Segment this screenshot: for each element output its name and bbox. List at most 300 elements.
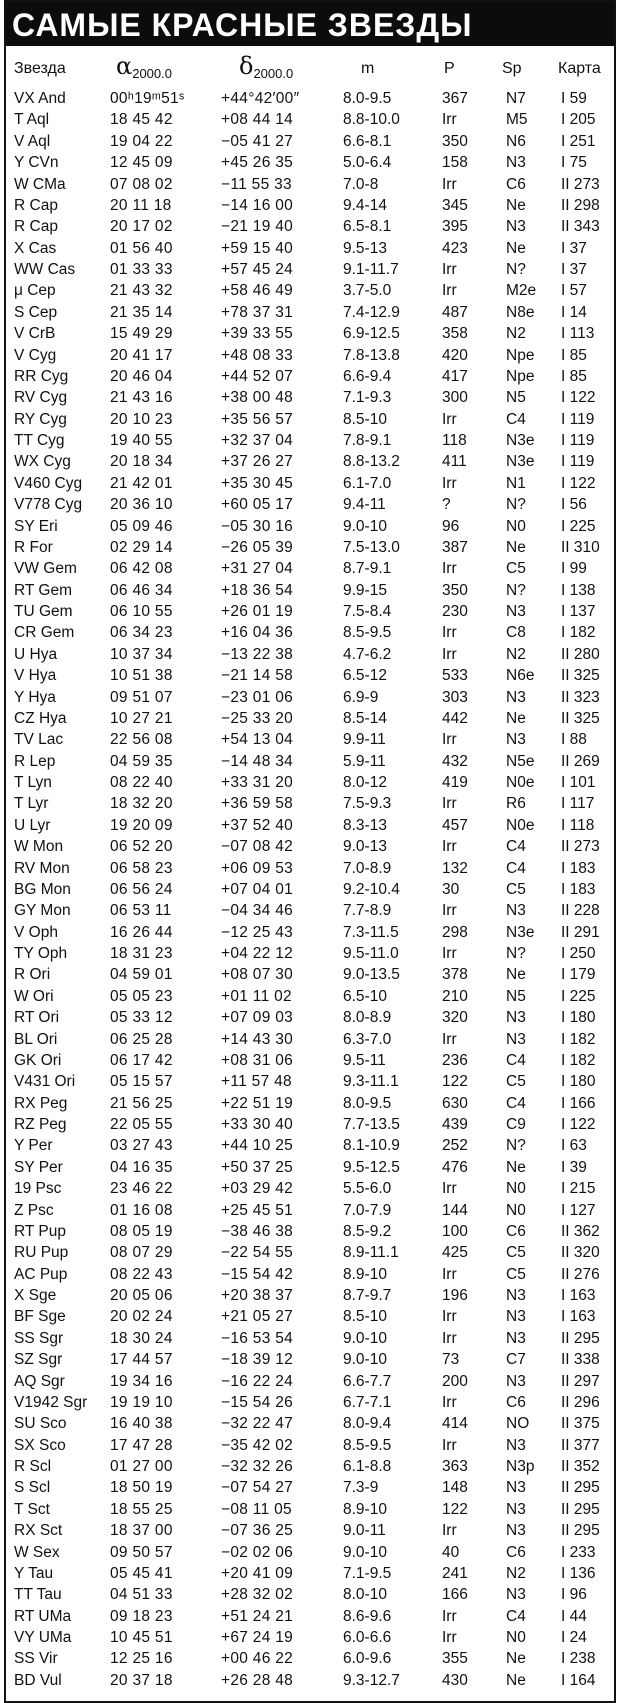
magnitude-cell: 8.0-9.4 [343,1415,392,1433]
chart-ref-cell: I 122 [561,474,596,492]
table-row [6,1328,614,1349]
spectrum-cell: C4 [506,1051,526,1069]
declination-cell: +78 37 31 [221,303,294,321]
right-ascension-cell: 19 04 22 [110,132,173,150]
table-row [6,1627,614,1648]
star-name-cell: RY Cyg [14,410,67,428]
magnitude-cell: 6.3-7.0 [343,1030,392,1048]
spectrum-cell: C9 [506,1116,526,1133]
spectrum-cell: N0 [506,1629,526,1646]
chart-ref-cell: I 233 [561,1543,596,1561]
declination-cell: +11 57 48 [221,1073,292,1091]
period-cell: Irr [442,1329,457,1347]
table-row [6,537,614,558]
magnitude-cell: 7.4-12.9 [343,303,400,321]
spectrum-cell: Ne [506,538,526,556]
spectrum-cell: N3 [506,902,526,920]
table-row [6,1135,614,1156]
spectrum-cell: Ne [506,1671,526,1689]
period-cell: 196 [442,1287,468,1304]
period-cell: 358 [442,325,468,343]
spectrum-cell: N? [506,945,526,962]
period-cell: 158 [442,154,468,172]
table-row [6,88,614,109]
chart-ref-cell: I 215 [561,1180,596,1198]
period-cell: 533 [442,667,468,685]
chart-ref-cell: I 101 [561,774,596,791]
right-ascension-cell: 08 05 19 [110,1222,173,1240]
star-name-cell: SX Sco [14,1436,66,1454]
spectrum-cell: C4 [506,838,526,856]
chart-ref-cell: II 296 [561,1393,600,1411]
chart-ref-cell: II 377 [561,1436,600,1454]
period-cell: Irr [442,731,457,749]
right-ascension-cell: 23 46 22 [110,1180,173,1198]
table-row [6,216,614,237]
spectrum-cell: N? [506,581,526,599]
declination-cell: −08 11 05 [221,1500,292,1518]
star-name-cell: SS Vir [14,1650,58,1668]
star-name-cell: RR Cyg [14,367,69,385]
magnitude-cell: 6.6-9.4 [343,367,392,385]
star-name-cell: RV Mon [14,859,70,877]
period-cell: 298 [442,923,468,941]
spectrum-cell: C8 [506,624,526,642]
right-ascension-cell: 21 56 25 [110,1094,173,1112]
table-row [6,622,614,643]
chart-ref-cell: I 24 [561,1629,587,1646]
right-ascension-cell: 02 29 14 [110,538,173,556]
spectrum-cell: N2 [506,325,526,343]
declination-cell: +14 43 30 [221,1030,294,1048]
star-name-cell: 19 Psc [14,1180,62,1198]
period-cell: 457 [442,816,468,834]
star-name-cell: Z Psc [14,1201,54,1219]
spectrum-cell: Ne [506,1158,526,1176]
magnitude-cell: 6.6-8.1 [343,132,392,150]
star-name-cell: BD Vul [14,1671,62,1689]
spectrum-cell: N3 [506,1329,526,1347]
magnitude-cell: 7.0-8 [343,175,379,193]
magnitude-cell: 8.5-9.5 [343,1436,392,1454]
chart-ref-cell: I 180 [561,1009,596,1027]
declination-cell: −12 25 43 [221,923,294,941]
star-name-cell: V778 Cyg [14,496,83,514]
magnitude-cell: 8.1-10.9 [343,1137,400,1155]
magnitude-cell: 4.7-6.2 [343,645,392,663]
spectrum-cell: N3 [506,1479,526,1497]
header-star: Звезда [14,60,66,77]
header-magnitude: m [361,60,375,77]
period-cell: 73 [442,1351,460,1369]
period-cell: Irr [442,1265,457,1283]
star-name-cell: V Cyg [14,346,57,364]
period-cell: Irr [442,1436,457,1454]
magnitude-cell: 9.0-10 [343,1351,387,1369]
right-ascension-cell: 09 50 57 [110,1543,173,1561]
period-cell: 487 [442,303,468,321]
chart-ref-cell: I 88 [561,731,587,749]
star-name-cell: R Cap [14,218,58,236]
magnitude-cell: 7.0-8.9 [343,859,392,877]
chart-ref-cell: II 276 [561,1265,600,1283]
chart-ref-cell: I 56 [561,496,587,514]
period-cell: 345 [442,196,468,214]
right-ascension-cell: 01 27 00 [110,1458,173,1475]
period-cell: 630 [442,1094,468,1112]
magnitude-cell: 9.2-10.4 [343,880,400,898]
right-ascension-cell: 10 45 51 [110,1629,173,1646]
magnitude-cell: 6.5-8.1 [343,218,392,236]
star-name-cell: TT Tau [14,1586,62,1604]
magnitude-cell: 7.8-9.1 [343,432,392,449]
star-name-cell: V Aql [14,132,51,150]
declination-cell: +01 11 02 [221,987,292,1005]
period-cell: 210 [442,987,468,1005]
period-cell: Irr [442,795,457,813]
right-ascension-cell: 08 22 40 [110,774,173,791]
right-ascension-cell: 15 49 29 [110,325,173,343]
chart-ref-cell: II 295 [561,1329,600,1347]
period-cell: 132 [442,859,468,877]
period-cell: Irr [442,624,457,642]
star-name-cell: BL Ori [14,1030,58,1048]
period-cell: 252 [442,1137,468,1155]
magnitude-cell: 9.9-11 [343,731,386,749]
right-ascension-cell: 06 42 08 [110,560,173,578]
delta-symbol: δ [239,52,254,80]
declination-cell: −22 54 55 [221,1244,294,1262]
chart-ref-cell: II 298 [561,196,600,214]
star-name-cell: WW Cas [14,261,76,278]
alpha-epoch: 2000.0 [132,66,172,82]
declination-cell: +07 09 03 [221,1009,294,1027]
spectrum-cell: C4 [506,859,526,877]
chart-ref-cell: I 225 [561,517,596,535]
period-cell: 367 [442,90,468,107]
declination-cell: +25 45 51 [221,1201,294,1219]
declination-cell: +50 37 25 [221,1158,294,1176]
spectrum-cell: C6 [506,175,526,193]
magnitude-cell: 8.5-10 [343,1308,387,1326]
table-row [6,345,614,366]
table-row [6,409,614,430]
chart-ref-cell: I 44 [561,1607,587,1625]
magnitude-cell: 8.8-10.0 [343,111,400,129]
chart-ref-cell: II 280 [561,645,600,663]
right-ascension-cell: 20 37 18 [110,1671,173,1689]
period-cell: Irr [442,1180,457,1198]
chart-ref-cell: I 138 [561,581,596,599]
chart-ref-cell: II 352 [561,1458,600,1475]
star-name-cell: V460 Cyg [14,474,83,492]
spectrum-cell: C5 [506,560,526,578]
spectrum-cell: N3 [506,1030,526,1048]
period-cell: 40 [442,1543,460,1561]
table-row [6,1114,614,1135]
magnitude-cell: 8.9-11.1 [343,1244,399,1262]
table-row [6,174,614,195]
magnitude-cell: 9.5-11 [343,1051,386,1069]
chart-ref-cell: I 85 [561,367,587,385]
spectrum-cell: N2 [506,1564,526,1582]
magnitude-cell: 9.9-15 [343,581,387,599]
magnitude-cell: 7.3-9 [343,1479,379,1497]
spectrum-cell: N3 [506,154,526,172]
declination-cell: −14 48 34 [221,752,294,770]
period-cell: 30 [442,880,460,898]
right-ascension-cell: 22 56 08 [110,731,173,749]
spectrum-cell: Ne [506,966,526,984]
declination-cell: +33 30 40 [221,1116,294,1133]
right-ascension-cell: 18 30 24 [110,1329,173,1347]
right-ascension-cell: 20 17 02 [110,218,173,236]
period-cell: Irr [442,282,457,300]
chart-ref-cell: II 310 [561,538,600,556]
magnitude-cell: 9.4-11 [343,496,386,514]
chart-ref-cell: II 323 [561,688,600,706]
declination-cell: +39 33 55 [221,325,294,343]
table-row [6,1306,614,1327]
right-ascension-cell: 20 02 24 [110,1308,173,1326]
magnitude-cell: 6.9-9 [343,688,379,706]
period-cell: 100 [442,1222,468,1240]
magnitude-cell: 9.3-11.1 [343,1073,399,1091]
period-cell: 439 [442,1116,468,1133]
chart-ref-cell: II 297 [561,1372,600,1390]
spectrum-cell: M5 [506,111,528,129]
chart-ref-cell: II 228 [561,902,600,920]
spectrum-cell: C4 [506,1094,526,1112]
declination-cell: +26 28 48 [221,1671,294,1689]
period-cell: Irr [442,261,457,278]
right-ascension-cell: 04 59 01 [110,966,173,984]
period-cell: 395 [442,218,468,236]
right-ascension-cell: 01 16 08 [110,1201,173,1219]
right-ascension-cell: 21 42 01 [110,474,173,492]
right-ascension-cell: 01 33 33 [110,261,173,278]
right-ascension-cell: 20 05 06 [110,1287,173,1304]
magnitude-cell: 6.0-6.6 [343,1629,392,1646]
magnitude-cell: 8.0-10 [343,1586,387,1604]
spectrum-cell: N0 [506,1201,526,1219]
star-name-cell: BF Sge [14,1308,66,1326]
star-name-cell: SY Eri [14,517,58,535]
alpha-symbol: α [116,52,133,80]
table-row [6,280,614,301]
magnitude-cell: 8.7-9.7 [343,1287,392,1304]
spectrum-cell: N3e [506,453,535,471]
spectrum-cell: C4 [506,1607,526,1625]
magnitude-cell: 9.0-13.5 [343,966,400,984]
star-name-cell: T Lyr [14,795,49,813]
magnitude-cell: 9.0-11 [343,1522,386,1540]
star-name-cell: GK Ori [14,1051,62,1069]
star-name-cell: SZ Sgr [14,1351,63,1369]
period-cell: 320 [442,1009,468,1027]
right-ascension-cell: 21 35 14 [110,303,173,321]
right-ascension-cell: 20 46 04 [110,367,173,385]
declination-cell: +07 04 01 [221,880,294,898]
declination-cell: −35 42 02 [221,1436,294,1454]
table-row [6,836,614,857]
spectrum-cell: N3 [506,1522,526,1540]
table-row [6,687,614,708]
star-name-cell: TT Cyg [14,432,65,449]
table-row [6,1606,614,1627]
right-ascension-cell: 01 56 40 [110,239,173,257]
magnitude-cell: 5.5-6.0 [343,1180,392,1198]
period-cell: 166 [442,1586,468,1604]
spectrum-cell: N5 [506,987,526,1005]
star-name-cell: TV Lac [14,731,64,749]
chart-ref-cell: I 39 [561,1158,587,1176]
declination-cell: +21 05 27 [221,1308,294,1326]
table-row [6,1520,614,1541]
table-row [6,601,614,622]
magnitude-cell: 8.9-10 [343,1500,387,1518]
magnitude-cell: 8.6-9.6 [343,1607,392,1625]
declination-cell: +22 51 19 [221,1094,294,1112]
spectrum-cell: C5 [506,1265,526,1283]
star-name-cell: GY Mon [14,902,71,920]
right-ascension-cell: 05 15 57 [110,1073,173,1091]
right-ascension-cell: 18 37 00 [110,1522,173,1540]
magnitude-cell: 7.1-9.3 [343,389,392,407]
chart-ref-cell: I 59 [561,90,587,107]
table-row [6,238,614,259]
chart-ref-cell: I 164 [561,1671,596,1689]
star-name-cell: U Lyr [14,816,51,834]
spectrum-cell: N? [506,496,526,514]
right-ascension-cell: 17 44 57 [110,1351,173,1369]
table-row [6,986,614,1007]
period-cell: 419 [442,774,468,791]
declination-cell: +20 38 37 [221,1287,294,1304]
declination-cell: +58 46 49 [221,282,294,300]
right-ascension-cell: 06 53 11 [110,902,172,920]
declination-cell: −38 46 38 [221,1222,294,1240]
spectrum-cell: M2e [506,282,537,300]
table-row [6,1242,614,1263]
declination-cell: +16 04 36 [221,624,294,642]
star-name-cell: V431 Ori [14,1073,76,1091]
star-name-cell: S Cep [14,303,58,321]
magnitude-cell: 6.6-7.7 [343,1372,392,1390]
star-name-cell: X Cas [14,239,57,257]
delta-epoch: 2000.0 [253,66,294,82]
declination-cell: +37 52 40 [221,816,294,834]
magnitude-cell: 8.3-13 [343,816,387,834]
spectrum-cell: N0e [506,774,535,791]
declination-cell: −07 36 25 [221,1522,294,1540]
period-cell: 350 [442,581,468,599]
declination-cell: −23 01 06 [221,688,294,706]
star-name-cell: R For [14,538,53,556]
spectrum-cell: N3 [506,1287,526,1304]
declination-cell: −32 22 47 [221,1415,294,1433]
period-cell: 414 [442,1415,468,1433]
spectrum-cell: N3p [506,1458,535,1475]
right-ascension-cell: 18 55 25 [110,1500,173,1518]
chart-ref-cell: I 179 [561,966,596,984]
spectrum-cell: N2 [506,645,526,663]
right-ascension-cell: 08 22 43 [110,1265,173,1283]
table-row [6,558,614,579]
declination-cell: −11 55 33 [221,175,292,193]
chart-ref-cell: I 180 [561,1073,596,1091]
spectrum-cell: N3 [506,1308,526,1326]
spectrum-cell: N8e [506,303,535,321]
right-ascension-cell: 06 10 55 [110,603,173,620]
period-cell: Irr [442,1629,457,1646]
table-row [6,1584,614,1605]
star-name-cell: Y Per [14,1137,53,1155]
spectrum-cell: N3 [506,1436,526,1454]
chart-ref-cell: I 85 [561,346,587,364]
chart-ref-cell: II 269 [561,752,600,770]
page-title: САМЫЕ КРАСНЫЕ ЗВЕЗДЫ [6,2,614,46]
declination-cell: +08 31 06 [221,1051,294,1069]
period-cell: 417 [442,367,468,385]
chart-ref-cell: II 320 [561,1244,600,1262]
table-row [6,729,614,750]
spectrum-cell: N3 [506,1586,526,1604]
magnitude-cell: 9.5-13 [343,239,387,257]
magnitude-cell: 8.5-9.2 [343,1222,392,1240]
declination-cell: −16 22 24 [221,1372,294,1390]
right-ascension-cell: 06 52 20 [110,838,173,856]
period-cell: Irr [442,1522,457,1540]
table-row [6,109,614,130]
magnitude-cell: 8.5-14 [343,709,387,727]
spectrum-cell: Ne [506,1650,526,1668]
spectrum-cell: N3e [506,923,535,941]
spectrum-cell: C5 [506,1244,526,1262]
chart-ref-cell: I 14 [561,303,587,321]
declination-cell: +51 24 21 [221,1607,294,1625]
magnitude-cell: 8.0-12 [343,774,387,791]
declination-cell: +67 24 19 [221,1629,294,1646]
table-row [6,922,614,943]
right-ascension-cell: 20 11 18 [110,196,172,214]
table-row [6,1178,614,1199]
star-name-cell: AC Pup [14,1265,68,1283]
declination-cell: −07 08 42 [221,838,294,856]
declination-cell: +04 22 12 [221,945,294,962]
star-name-cell: CZ Hya [14,709,67,727]
right-ascension-cell: 06 17 42 [110,1051,173,1069]
table-row [6,1413,614,1434]
star-name-cell: RZ Peg [14,1116,67,1133]
table-row [6,387,614,408]
magnitude-cell: 9.1-11.7 [343,261,399,278]
declination-cell: +35 56 57 [221,410,294,428]
star-name-cell: WX Cyg [14,453,71,471]
declination-cell: −32 32 26 [221,1458,294,1475]
spectrum-cell: C6 [506,1393,526,1411]
declination-cell: +20 41 09 [221,1564,294,1582]
chart-ref-cell: I 122 [561,389,596,407]
period-cell: Irr [442,1030,457,1048]
header-spectrum: Sp [502,60,522,77]
star-table-page [4,0,616,1703]
declination-cell: +03 29 42 [221,1180,294,1198]
star-name-cell: TY Oph [14,945,68,962]
spectrum-cell: C6 [506,1543,526,1561]
star-name-cell: W Mon [14,838,64,856]
period-cell: 118 [442,432,467,449]
